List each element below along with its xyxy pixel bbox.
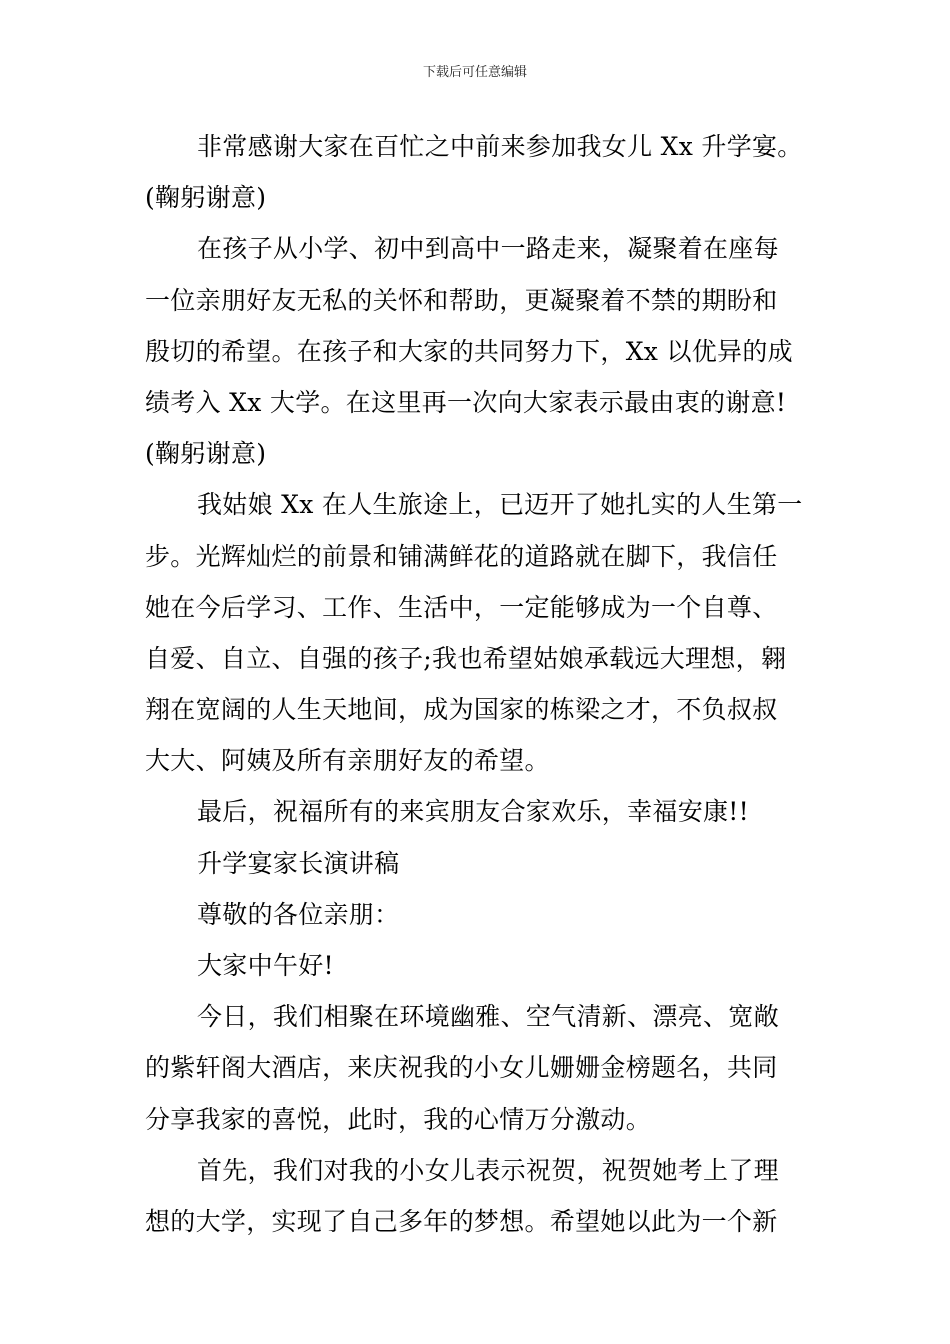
- text-line: 步。光辉灿烂的前景和铺满鲜花的道路就在脚下，我信任: [145, 541, 778, 571]
- text-line: 想的大学，实现了自己多年的梦想。希望她以此为一个新: [145, 1206, 778, 1236]
- greeting: 大家中午好!: [197, 951, 334, 980]
- page-header: 下载后可任意编辑: [422, 65, 527, 80]
- text-line: (鞠躬谢意): [145, 183, 267, 213]
- text-line: 今日，我们相聚在环境幽雅、空气清新、漂亮、宽敞: [197, 1002, 779, 1032]
- text-line: 自爱、自立、自强的孩子;我也希望姑娘承载远大理想，翱: [145, 643, 787, 673]
- text-line: 殷切的希望。在孩子和大家的共同努力下，Xx 以优异的成: [145, 336, 793, 366]
- salutation: 尊敬的各位亲朋：: [197, 899, 400, 929]
- text-line: 非常感谢大家在百忙之中前来参加我女儿 Xx 升学宴。: [197, 132, 803, 161]
- document-body: [145, 128, 807, 1254]
- text-line: 翔在宽阔的人生天地间，成为国家的栋梁之才，不负叔叔: [145, 695, 778, 725]
- text-line: 绩考入 Xx 大学。在这里再一次向大家表示最由衷的谢意!: [145, 387, 787, 417]
- text-line: 大大、阿姨及所有亲朋好友的希望。: [145, 746, 550, 776]
- text-line: 分享我家的喜悦，此时，我的心情万分激动。: [145, 1104, 652, 1134]
- text-line: 我姑娘 Xx 在人生旅途上，已迈开了她扎实的人生第一: [197, 490, 803, 520]
- text-line: 一位亲朋好友无私的关怀和帮助，更凝聚着不禁的期盼和: [145, 285, 778, 315]
- text-line: 她在今后学习、工作、生活中，一定能够成为一个自尊、: [145, 592, 778, 622]
- text-line: 的紫轩阁大酒店，来庆祝我的小女儿姗姗金榜题名，共同: [145, 1053, 778, 1083]
- text-line: 在孩子从小学、初中到高中一路走来，凝聚着在座每: [197, 234, 779, 264]
- text-line: (鞠躬谢意): [145, 439, 267, 469]
- text-line: 最后，祝福所有的来宾朋友合家欢乐，幸福安康!!: [197, 797, 749, 827]
- section-title: 升学宴家长演讲稿: [197, 848, 400, 878]
- text-line: 首先，我们对我的小女儿表示祝贺，祝贺她考上了理: [197, 1155, 779, 1185]
